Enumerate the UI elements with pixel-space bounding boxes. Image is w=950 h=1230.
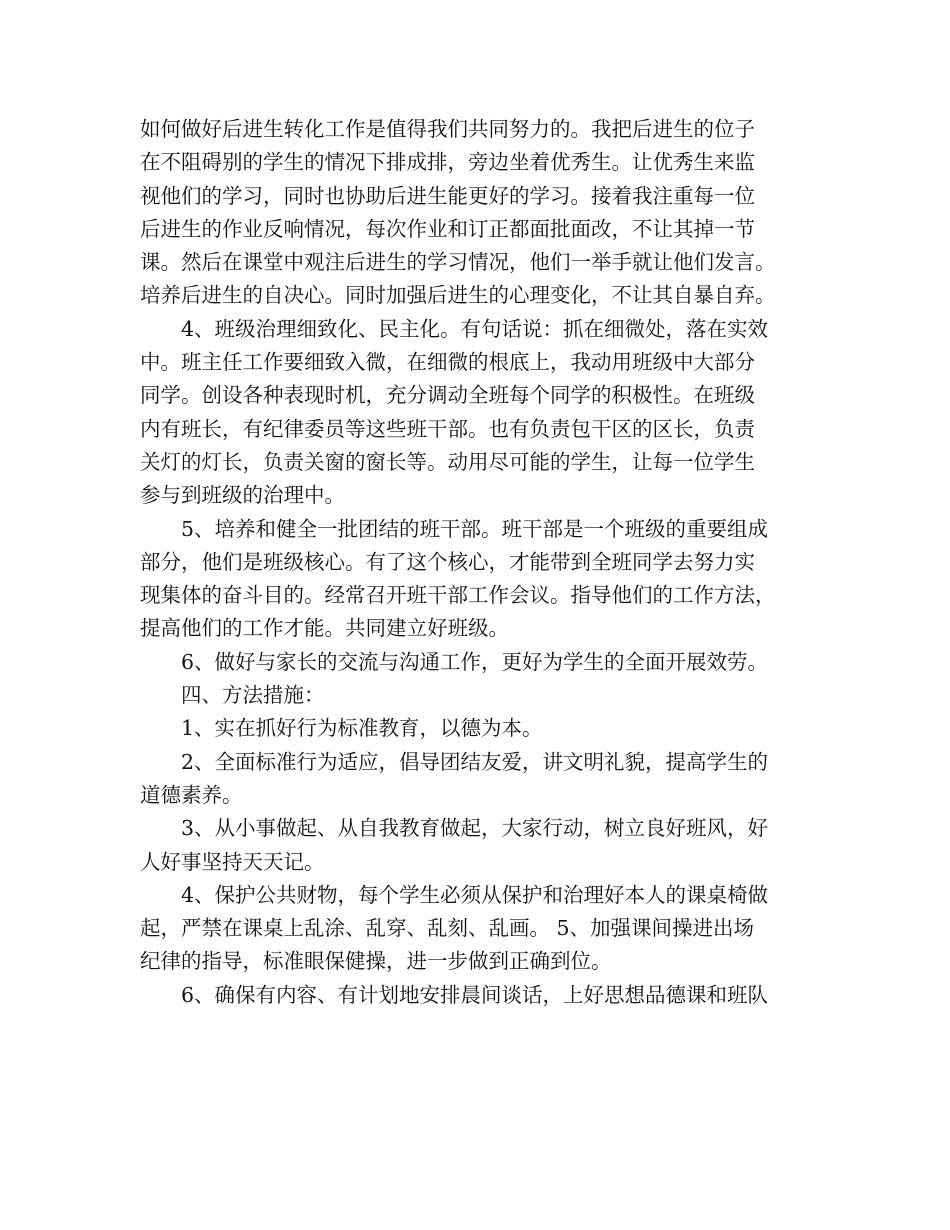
text-line: 1、实在抓好行为标准教育，以德为本。 [181, 716, 543, 741]
text-line: 部分，他们是班级核心。有了这个核心，才能带到全班同学去努力实 [140, 549, 755, 574]
text-line: 中。班主任工作要细致入微，在细微的根底上，我动用班级中大部分 [140, 350, 755, 375]
text-line: 6、确保有内容、有计划地安排晨间谈话，上好思想品德课和班队 [181, 982, 769, 1007]
text-line: 在不阻碍别的学生的情况下排成排，旁边坐着优秀生。让优秀生来监 [140, 150, 755, 175]
text-line: 5、培养和健全一批团结的班干部。班干部是一个班级的重要组成 [181, 516, 769, 541]
text-line: 内有班长，有纪律委员等这些班干部。也有负责包干区的区长，负责 [140, 416, 755, 441]
text-line: 如何做好后进生转化工作是值得我们共同努力的。我把后进生的位子 [140, 117, 755, 141]
text-line: 4、保护公共财物，每个学生必须从保护和治理好本人的课桌椅做 [181, 882, 769, 907]
text-line: 课。然后在课堂中观注后进生的学习情况，他们一举手就让他们发言。 [140, 250, 776, 275]
text-line: 提高他们的工作才能。共同建立好班级。 [140, 616, 509, 641]
document-body [140, 113, 820, 1012]
text-line: 4、班级治理细致化、民主化。有句话说：抓在细微处，落在实效 [181, 316, 769, 341]
text-line: 后进生的作业反响情况，每次作业和订正都面批面改，不让其掉一节 [140, 216, 755, 241]
text-line: 人好事坚持天天记。 [140, 849, 325, 874]
text-line: 视他们的学习，同时也协助后进生能更好的学习。接着我注重每一位 [140, 183, 755, 208]
text-line: 四、方法措施： [181, 683, 325, 708]
text-line: 现集体的奋斗目的。经常召开班干部工作会议。指导他们的工作方法， [140, 583, 776, 608]
text-line: 纪律的指导，标准眼保健操，进一步做到正确到位。 [140, 949, 612, 974]
text-line: 同学。创设各种表现时机，充分调动全班每个同学的积极性。在班级 [140, 383, 755, 408]
text-line: 关灯的灯长，负责关窗的窗长等。动用尽可能的学生，让每一位学生 [140, 449, 755, 474]
text-line: 道德素养。 [140, 782, 243, 807]
text-line: 3、从小事做起、从自我教育做起，大家行动，树立良好班风，好 [181, 816, 769, 841]
text-line: 起，严禁在课桌上乱涂、乱穿、乱刻、乱画。 5、加强课间操进出场 [140, 916, 755, 941]
text-line: 培养后进生的自决心。同时加强后进生的心理变化，不让其自暴自弃。 [140, 283, 776, 308]
text-line: 6、做好与家长的交流与沟通工作，更好为学生的全面开展效劳。 [181, 649, 769, 674]
text-line: 2、全面标准行为适应，倡导团结友爱，讲文明礼貌，提高学生的 [181, 749, 769, 774]
text-line: 参与到班级的治理中。 [140, 483, 345, 508]
